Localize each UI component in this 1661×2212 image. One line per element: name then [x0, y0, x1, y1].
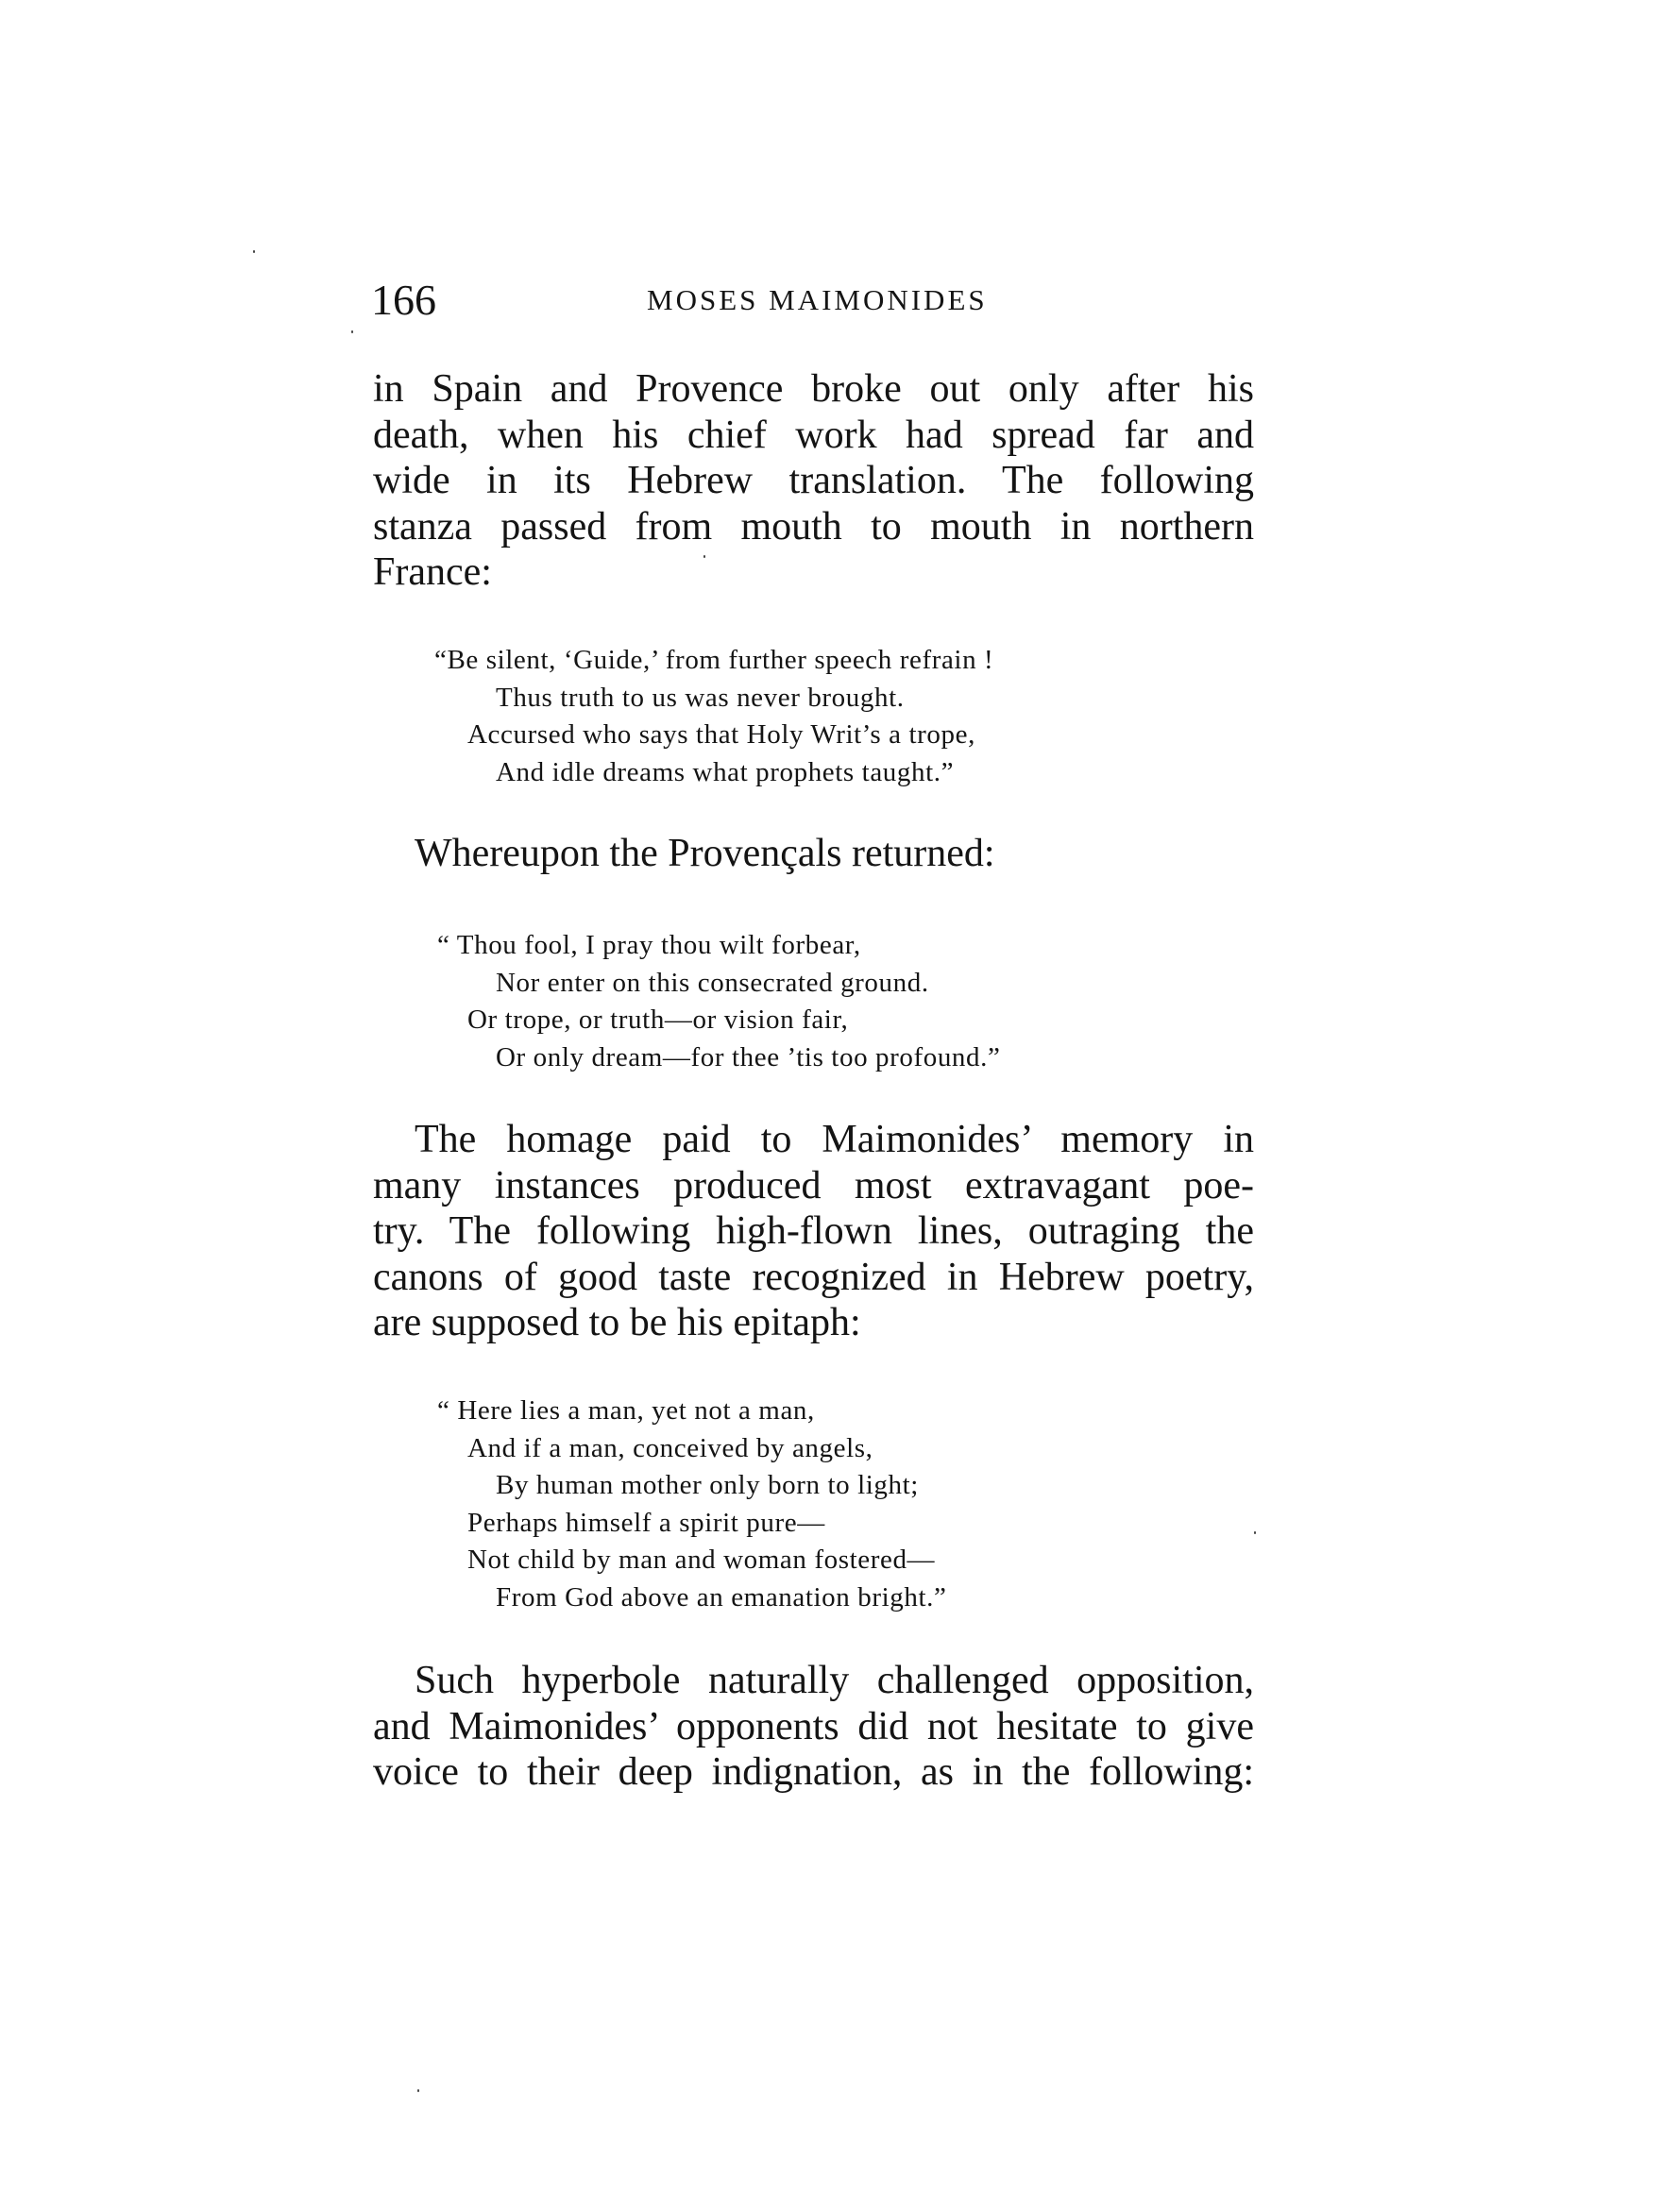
verse-line: And idle dreams what prophets taught.”	[496, 756, 955, 787]
text-line: France:	[373, 550, 492, 594]
verse-stanza-2	[373, 927, 1254, 1076]
text-line: wide in its Hebrew translation. The following	[373, 459, 1254, 502]
verse-line: “ Thou fool, I pray thou wilt forbear,	[437, 930, 861, 960]
paragraph-2	[373, 831, 1254, 877]
scan-speck	[253, 250, 255, 253]
verse-line: Not child by man and woman fostered—	[467, 1545, 936, 1575]
page-number: 166	[371, 276, 436, 324]
text-line: and Maimonides’ opponents did not hesitate to give	[373, 1704, 1254, 1748]
text-line: in Spain and Provence broke out only after his	[373, 367, 1254, 411]
verse-stanza-1	[373, 642, 1254, 791]
text-line: canons of good taste recognized in Hebrew poetry,	[373, 1255, 1254, 1299]
verse-line: Thus truth to us was never brought.	[496, 682, 905, 713]
paragraph-4	[373, 1658, 1254, 1796]
text-line: Such hyperbole naturally challenged opposition,	[415, 1659, 1254, 1702]
paragraph-1	[373, 366, 1254, 596]
text-line: are supposed to be his epitaph:	[373, 1301, 861, 1344]
verse-line: Perhaps himself a spirit pure—	[467, 1507, 825, 1538]
verse-line: Accursed who says that Holy Writ’s a trope,	[467, 719, 975, 750]
scan-speck	[703, 555, 705, 558]
scan-speck	[1254, 1531, 1256, 1534]
verse-line: From God above an emanation bright.”	[496, 1581, 947, 1613]
verse-line: Nor enter on this consecrated ground.	[496, 967, 929, 998]
text-line: many instances produced most extravagant poe-	[373, 1163, 1254, 1207]
running-head: MOSES MAIMONIDES	[647, 283, 988, 316]
text-line: The homage paid to Maimonides’ memory in	[415, 1118, 1254, 1161]
verse-line: By human mother only born to light;	[496, 1470, 919, 1500]
text-line: stanza passed from mouth to mouth in northern	[373, 504, 1254, 549]
verse-line: Or only dream—for thee ’tis too profound.”	[496, 1041, 1001, 1072]
page-header	[371, 272, 1256, 329]
paragraph-3	[373, 1117, 1254, 1346]
scan-speck	[351, 330, 353, 333]
text-line: Whereupon the Provençals returned:	[415, 832, 995, 875]
verse-stanza-3	[373, 1393, 1254, 1616]
verse-line: “ Here lies a man, yet not a man,	[437, 1395, 815, 1426]
verse-line: And if a man, conceived by angels,	[467, 1432, 873, 1463]
verse-line: “Be silent, ‘Guide,’ from further speech refrain !	[434, 645, 994, 675]
scan-speck	[417, 2089, 419, 2092]
text-line: voice to their deep indignation, as in the following:	[373, 1750, 1254, 1794]
verse-line: Or trope, or truth—or vision fair,	[467, 1005, 849, 1035]
text-line: death, when his chief work had spread far and	[373, 413, 1254, 457]
text-line: try. The following high-flown lines, outraging the	[373, 1209, 1254, 1253]
